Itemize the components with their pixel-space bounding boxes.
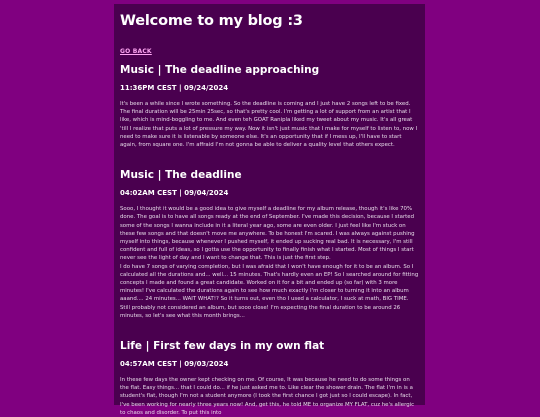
post-paragraph: I do have 7 songs of varying completion, but I was afraid that I won't have enough for it to be an album. So I calculated all the durations and... well... 15 minutes. That's hardly even an EP! So I searched around for fitting concepts I made and found a great candidate. Worked on it for a bit and ended up (so far) with 3 more minutes! I've calculated the durations again to see how much exactly I'm closer to turning it into an album aaand.... 24 minutes... WAIT WHAT!? So it turns out, even tho I used a calculator, I suck at math, BIG TIME. Still probably not considered an album, but sooo close! I'm expecting the final duration to be around 26 minutes, so let's see what this month brings... (120, 263, 419, 319)
post-title: Music | The deadline approaching (120, 64, 320, 76)
post-paragraph: Sooo, I thought it would be a good idea to give myself a deadline for my album release, though it's like 70% done. The goal is to have all songs ready at the end of September. I've made this decision, because I started some of the songs I wanna include in it a literal year ago, some are even older. I just feel like I'm stuck on these few songs and that doesn't move me anywhere. To be honest I'm scared. I was always against pushing myself into things, because whenever I pushed myself, it ended up sucking real bad. It is necessary, I'm still confident and full of ideas, so I gotta use the opportunity to finally finish what I started. Most of things I start never see the light of day and I want to change that. This is just the first step. (120, 206, 415, 262)
post-body (120, 100, 419, 149)
post-date: 11:36PM CEST | 09/24/2024 (120, 84, 229, 92)
post-paragraph: It's been a while since I wrote something. So the deadline is coming and I just have 2 songs left to be fixed. The final duration will be 25min 25sec, so that's pretty cool. I'm getting a lot of support from an artist that I like, which is mind-boggling to me. And even teh GOAT Ranipla liked my tweet about my music. It's all great 'till I realize that puts a lot of pressure my way. Now it isn't just music that I make for myself to listen to, now I need to make sure it is listenable by someone else. It's an opportunity that if I mess up, I'll have to start again, from square one. I'm affraid I'm not gonna be able to deliver a quality level that others expect. (120, 101, 418, 149)
site-title: Welcome to my blog :3 (120, 13, 303, 29)
post-body (120, 205, 419, 320)
blog-post (120, 64, 419, 149)
post-paragraph: In these few days the owner kept checking on me. Of course, It was because he need to do some things on the flat. Easy things... that I could do... if he just asked me to. Like clear the shower drain. The flat I'm in is a student's flat, though I'm not a student anymore (I took the first chance I got just so I could escape). In fact, I've been working for nearly three years now! And, get this, he told ME to organize MY FLAT, cuz he's allergic to chaos and disorder. To put this into (120, 377, 415, 416)
post-date: 04:02AM CEST | 09/04/2024 (120, 189, 229, 198)
go-back-link[interactable]: GO BACK (120, 48, 152, 55)
post-body (120, 376, 419, 417)
post-date: 04:57AM CEST | 09/03/2024 (120, 360, 229, 369)
blog-post (120, 169, 419, 320)
blog-post (120, 340, 419, 417)
post-title: Life | First few days in my own flat (120, 340, 325, 353)
blog-page (114, 4, 425, 416)
post-title: Music | The deadline (120, 169, 242, 182)
